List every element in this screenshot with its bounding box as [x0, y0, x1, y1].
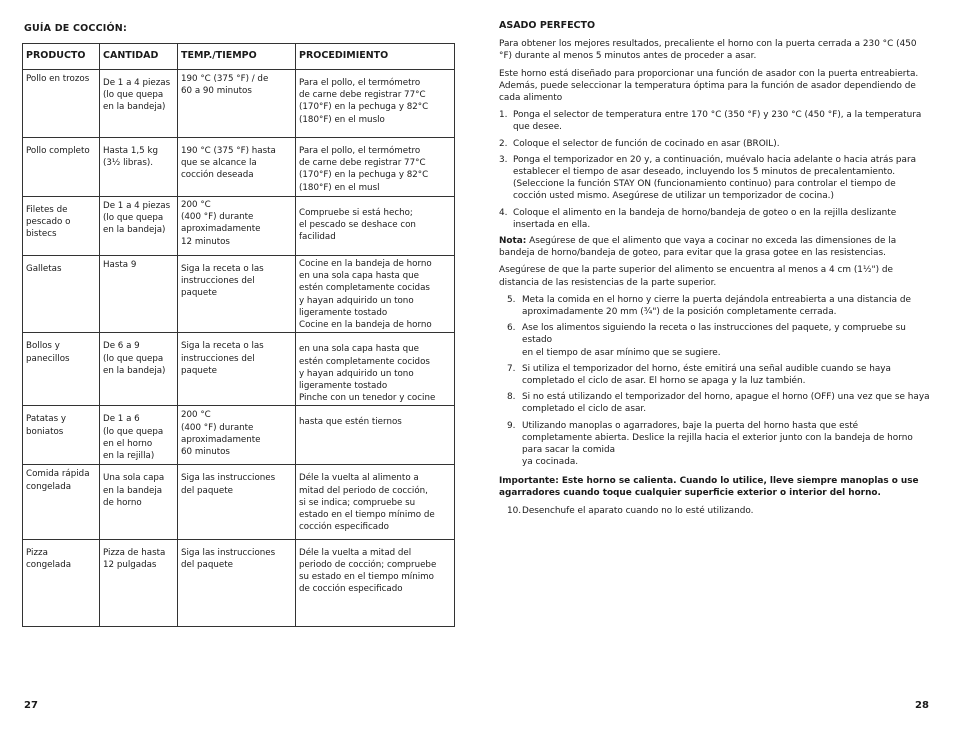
step-3 — [499, 154, 931, 203]
cell-cantidad: De 1 a 6 (lo que quepa en el horno en la rejilla) — [100, 406, 178, 465]
cell-procedimiento: Para el pollo, el termómetro de carne debe registrar 77°C (170°F) en la pechuga y 82°C (180°F) en el muslo — [296, 70, 455, 138]
cell-cantidad: Hasta 1,5 kg (3½ libras). — [100, 138, 178, 197]
table-row — [23, 255, 455, 332]
cell-producto: Bollos y panecillos — [23, 333, 100, 406]
cell-producto: Pizza congelada — [23, 539, 100, 626]
cell-temp-tiempo: 200 °C (400 °F) durante aproximadamente 12 minutos — [178, 196, 296, 255]
table-row — [23, 539, 455, 626]
table-row — [23, 406, 455, 465]
step-number: 8. — [507, 392, 516, 403]
step-1 — [499, 109, 931, 133]
step-6-continuation: en el tiempo de asar mínimo que se sugiere. — [522, 347, 721, 358]
note-paragraph — [499, 235, 931, 259]
step-9 — [499, 420, 931, 457]
table-header-row — [23, 44, 455, 70]
cell-temp-tiempo: Siga las instrucciones del paquete — [178, 465, 296, 539]
cell-cantidad: Hasta 9 — [100, 255, 178, 332]
table-row — [23, 138, 455, 197]
cell-procedimiento: en una sola capa hasta que estén completamente cocidos y hayan adquirido un tono ligeramente tostado Pinche con un tenedor y cocine — [296, 333, 455, 406]
step-number: 3. — [499, 154, 508, 165]
step-text: Si no está utilizando el temporizador del horno, apague el horno (OFF) una vez que se haya completado el ciclo de asar. — [522, 392, 930, 415]
page-number-left: 27 — [24, 700, 38, 711]
step-8 — [499, 391, 931, 415]
step-10 — [499, 505, 931, 517]
step-text: Meta la comida en el horno y cierre la puerta dejándola entreabierta a una distancia de aproximadamente 20 mm (¾") de la posición completamente cerrada. — [522, 294, 911, 318]
cell-procedimiento: Déle la vuelta a mitad del periodo de cocción; compruebe su estado en el tiempo mínimo de cocción especificado — [296, 539, 455, 626]
step-number: 4. — [499, 207, 508, 218]
cell-cantidad: De 1 a 4 piezas (lo que quepa en la bandeja) — [100, 196, 178, 255]
cell-temp-tiempo: Siga la receta o las instrucciones del paquete — [178, 333, 296, 406]
steps-list — [499, 109, 931, 231]
cell-producto: Comida rápida congelada — [23, 465, 100, 539]
page-number-right: 28 — [915, 700, 929, 711]
table-row — [23, 465, 455, 539]
important-warning: Importante: Este horno se calienta. Cuando lo utilice, lleve siempre manoplas o use agarradores cuando toque cualquier superficie exterior o interior del horno. — [499, 475, 919, 498]
cell-temp-tiempo: 200 °C (400 °F) durante aproximadamente 60 minutos — [178, 406, 296, 465]
broiling-section — [499, 20, 931, 521]
step-text: Coloque el selector de función de cocinado en asar (BROIL). — [513, 138, 780, 149]
cell-temp-tiempo: Siga las instrucciones del paquete — [178, 539, 296, 626]
cell-temp-tiempo: 190 °C (375 °F) hasta que se alcance la cocción deseada — [178, 138, 296, 197]
header-cantidad: CANTIDAD — [100, 44, 178, 70]
step-number: 6. — [507, 323, 516, 334]
step-5 — [499, 294, 931, 318]
step-text: Si utiliza el temporizador del horno, éste emitirá una señal audible cuando se haya completado el ciclo de asar. El horno se apaga y la luz también. — [522, 363, 891, 387]
note-label: Nota: — [499, 236, 527, 247]
header-temp-tiempo: TEMP./TIEMPO — [178, 44, 296, 70]
cell-cantidad: Una sola capa en la bandeja de horno — [100, 465, 178, 539]
cell-cantidad: Pizza de hasta 12 pulgadas — [100, 539, 178, 626]
step-text: Desenchufe el aparato cuando no lo esté utilizando. — [522, 505, 754, 516]
cell-procedimiento: Déle la vuelta al alimento a mitad del periodo de cocción, si se indica; compruebe su estado en el tiempo mínimo de cocción especificado — [296, 465, 455, 539]
step-number: 10. — [507, 505, 522, 516]
table-row — [23, 196, 455, 255]
cell-cantidad: De 1 a 4 piezas (lo que quepa en la bandeja) — [100, 70, 178, 138]
step-4 — [499, 207, 931, 231]
cooking-guide-title: GUÍA DE COCCIÓN: — [24, 23, 127, 34]
step-text: Utilizando manoplas o agarradores, baje la puerta del horno hasta que esté completamente abierta. Deslice la rejilla hacia el exterior junto con la bandeja de horno para sacar la comida — [522, 420, 913, 456]
step-number: 7. — [507, 363, 516, 374]
paragraph-preheat: Para obtener los mejores resultados, precaliente el horno con la puerta cerrada a 230 °C (450 °F) durante al menos 5 minutos antes de proceder a asar. — [499, 39, 917, 62]
step-text: Ponga el temporizador en 20 y, a continuación, muévalo hacia adelante o hacia atrás para establecer el tiempo de asar deseado, incluyendo los 5 minutos de precalentamiento. (Seleccione la función STAY ON (funcionamiento continuo) para controlar el tiempo de cocción usted mismo. Asegúrese de utilizar un temporizador de cocina.) — [513, 154, 917, 202]
cooking-guide-table — [22, 43, 455, 627]
cell-procedimiento: Compruebe si está hecho; el pescado se deshace con facilidad — [296, 196, 455, 255]
table-row — [23, 333, 455, 406]
step-number: 2. — [499, 138, 508, 149]
step-text: Ponga el selector de temperatura entre 170 °C (350 °F) y 230 °C (450 °F), a la temperatura que desee. — [513, 110, 922, 133]
cell-producto: Pollo en trozos — [23, 70, 100, 138]
table-row — [23, 70, 455, 138]
header-procedimiento: PROCEDIMIENTO — [296, 44, 455, 70]
section-heading: ASADO PERFECTO — [499, 20, 596, 31]
cell-cantidad: De 6 a 9 (lo que quepa en la bandeja) — [100, 333, 178, 406]
step-text: Coloque el alimento en la bandeja de horno/bandeja de goteo o en la rejilla deslizante insertada en ella. — [513, 207, 897, 230]
note-text: Asegúrese de que el alimento que vaya a cocinar no exceda las dimensiones de la bandeja de horno/bandeja de goteo, para evitar que la grasa gotee en las resistencias. — [499, 236, 897, 259]
step-text: Ase los alimentos siguiendo la receta o las instrucciones del paquete, y compruebe su estado — [522, 323, 906, 346]
step-9-continuation: ya cocinada. — [522, 457, 579, 468]
cell-procedimiento: hasta que estén tiernos — [296, 406, 455, 465]
step-6 — [499, 322, 931, 346]
step-2 — [499, 138, 931, 150]
cell-producto: Patatas y boniatos — [23, 406, 100, 465]
paragraph-broil-function: Este horno está diseñado para proporcionar una función de asador con la puerta entreabierta. Además, puede seleccionar la temperatura óptima para la función de asador dependiendo de cada alimento — [499, 68, 919, 104]
cell-procedimiento: Para el pollo, el termómetro de carne debe registrar 77°C (170°F) en la pechuga y 82°C (180°F) en el musl — [296, 138, 455, 197]
cell-producto: Filetes de pescado o bistecs — [23, 196, 100, 255]
cell-temp-tiempo: Siga la receta o las instrucciones del paquete — [178, 255, 296, 332]
cell-producto: Pollo completo — [23, 138, 100, 197]
right-page — [477, 0, 954, 738]
header-producto: PRODUCTO — [23, 44, 100, 70]
step-number: 1. — [499, 110, 508, 121]
step-number: 5. — [507, 294, 516, 305]
step-number: 9. — [507, 420, 516, 431]
step-7 — [499, 363, 931, 387]
paragraph-distance: Asegúrese de que la parte superior del alimento se encuentra al menos a 4 cm (1½") de distancia de las resistencias de la parte superior. — [499, 265, 894, 288]
cell-producto: Galletas — [23, 255, 100, 332]
cell-procedimiento: Cocine en la bandeja de horno en una sola capa hasta que estén completamente cocidas y hayan adquirido un tono ligeramente tostado Cocine en la bandeja de horno — [296, 255, 455, 332]
cell-temp-tiempo: 190 °C (375 °F) / de 60 a 90 minutos — [178, 70, 296, 138]
